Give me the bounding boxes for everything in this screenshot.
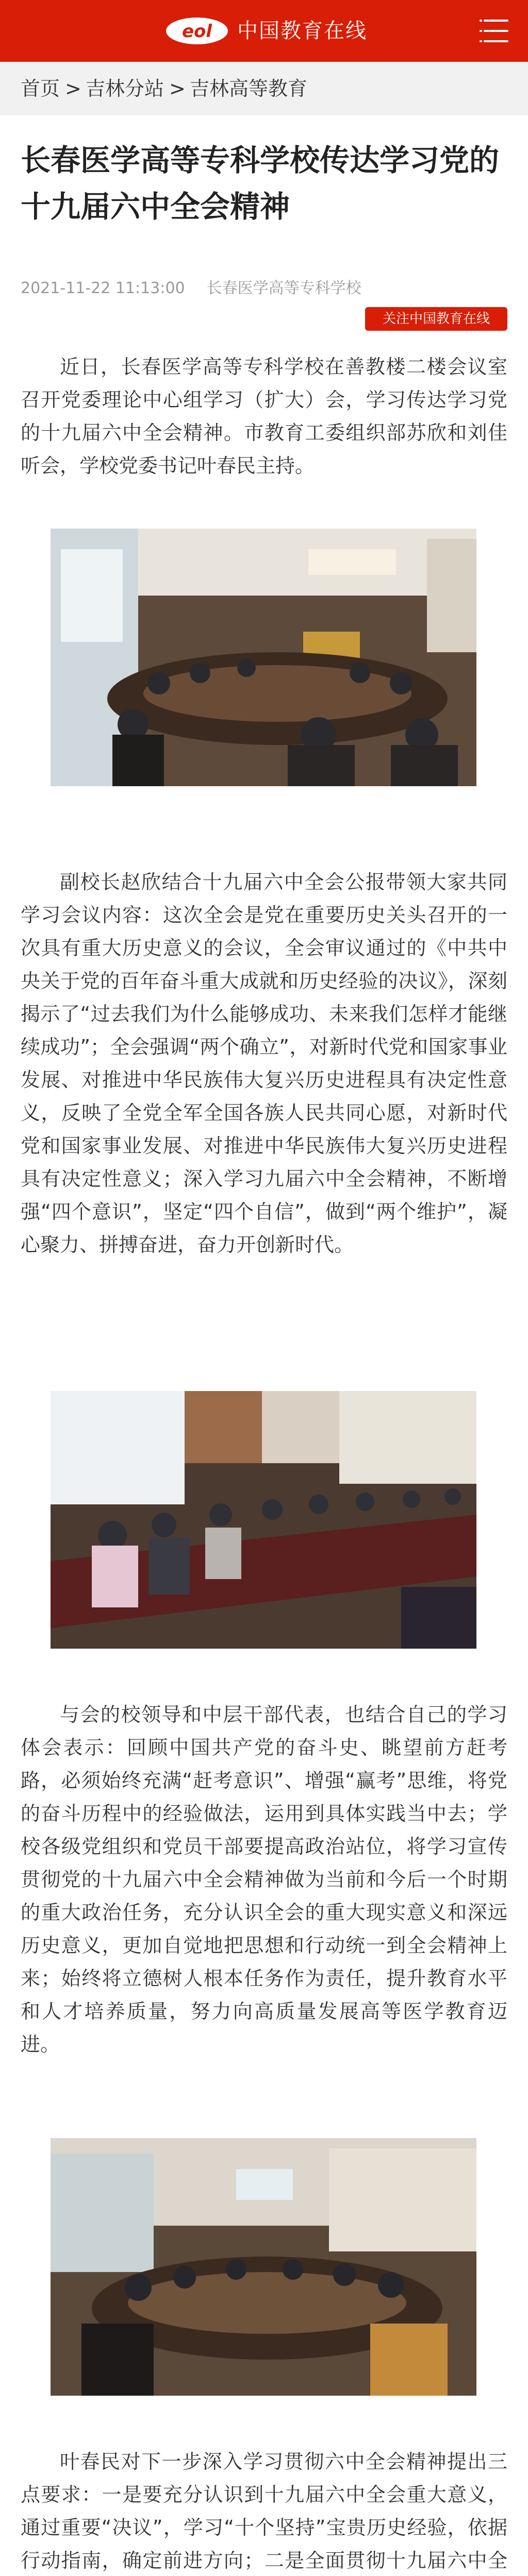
china-education-online-logo[interactable] — [164, 14, 230, 47]
article-paragraph: 与会的校领导和中层干部代表，也结合自己的学习体会表示：回顾中国共产党的奋斗史、眺望前方赶考路，必须始终充满“赶考意识”、增强“赢考”思维，将党的奋斗历程中的经验做法，运用到具体实践当中去；学校各级党组织和党员干部要提高政治站位，将学习宣传贯彻党的十九届六中全会精神做为当前和今后一个时期的重大政治任务，充分认识全会的重大现实意义和深远历史意义，更加自觉地把思想和行动统一到全会精神上来；始终将立德树人根本任务作为责任，提升教育水平和人才培养质量，努力向高质量发展高等医学教育迈进。 — [21, 1703, 507, 2056]
article-meta — [21, 278, 361, 299]
breadcrumb-item-higher-edu[interactable]: 吉林高等教育 — [190, 77, 308, 100]
top-header-bar — [0, 0, 528, 62]
article-title: 长春医学高等专科学校传达学习党的十九届六中全会精神 — [21, 143, 500, 224]
menu-icon[interactable] — [480, 16, 510, 45]
breadcrumb-separator: > — [169, 77, 186, 100]
article-source: 长春医学高等专科学校 — [206, 279, 361, 297]
article-paragraph: 叶春民对下一步深入学习贯彻六中全会精神提出三点要求：一是要充分认识到十九届六中全会重大意义，通过重要“决议”，学习“十个坚持”宝贵历史经验，依据行动指南，确定前进方向；二是全面贯彻十九届六中全 — [21, 2450, 507, 2572]
meeting-photo-3 — [51, 2138, 476, 2396]
breadcrumb — [0, 62, 528, 115]
article-paragraph: 近日，长春医学高等专科学校在善教楼二楼会议室召开党委理论中心组学习（扩大）会，学习传达学习党的十九届六中全会精神。市教育工委组织部苏欣和刘佳听会，学校党委书记叶春民主持。 — [21, 355, 507, 477]
meeting-photo-2 — [51, 1391, 476, 1649]
site-name[interactable]: 中国教育在线 — [237, 19, 367, 43]
follow-button[interactable]: 关注中国教育在线 — [365, 307, 507, 331]
article-paragraph: 副校长赵欣结合十九届六中全会公报带领大家共同学习会议内容：这次全会是党在重要历史关头召开的一次具有重大历史意义的会议，全会审议通过的《中共中央关于党的百年奋斗重大成就和历史经验的决议》，深刻揭示了“过去我们为什么能够成功、未来我们怎样才能继续成功”；全会强调“两个确立”，对新时代党和国家事业发展、对推进中华民族伟大复兴历史进程具有决定性意义，反映了全党全军全国各族人民共同心愿，对新时代党和国家事业发展、对推进中华民族伟大复兴历史进程具有决定性意义；深入学习九届六中全会精神，不断增强“四个意识”，坚定“四个自信”，做到“两个维护”，凝心聚力、拼搏奋进，奋力开创新时代。 — [21, 871, 507, 1256]
breadcrumb-item-home[interactable]: 首页 — [21, 77, 60, 100]
svg-text:eol: eol — [182, 21, 212, 42]
breadcrumb-item-jilin[interactable]: 吉林分站 — [86, 77, 164, 100]
meeting-photo-1 — [51, 529, 476, 786]
article-date: 2021-11-22 11:13:00 — [21, 279, 185, 297]
breadcrumb-separator: > — [65, 77, 81, 100]
